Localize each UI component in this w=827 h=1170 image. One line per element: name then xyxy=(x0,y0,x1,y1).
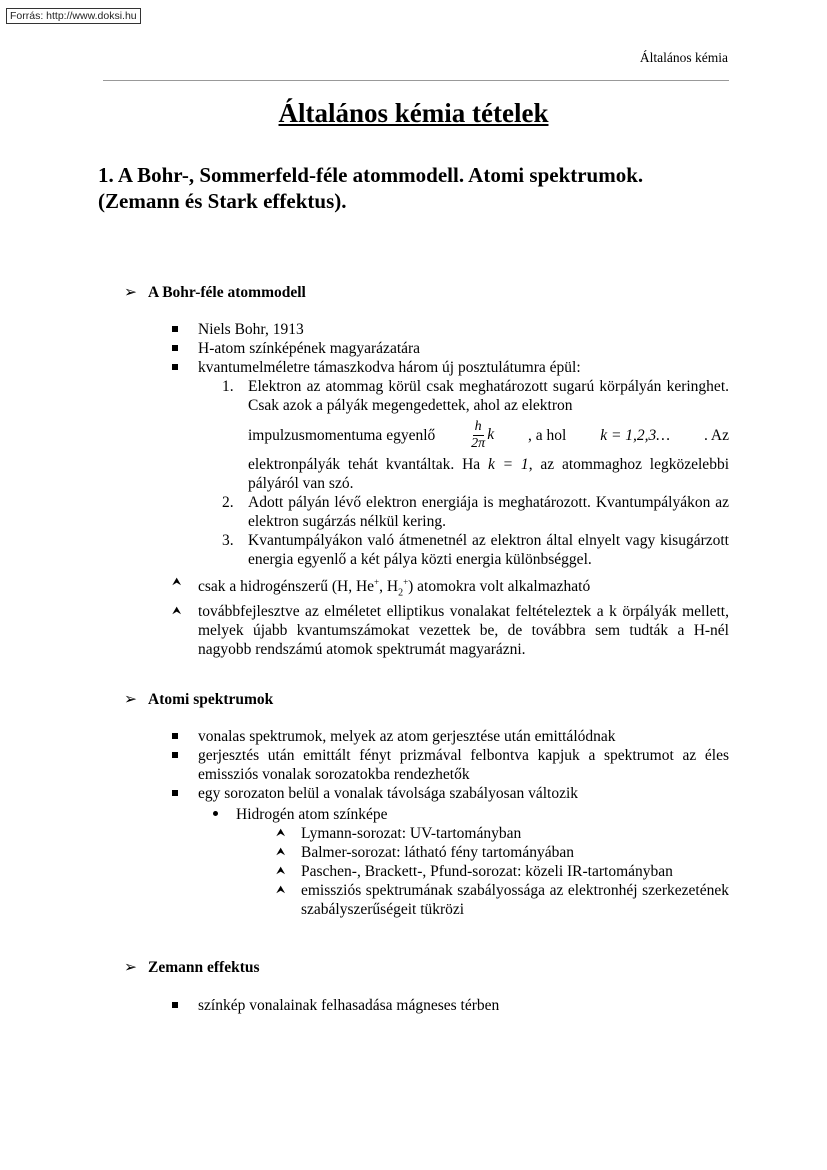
wedge-bullet-icon: ⮝ xyxy=(172,605,182,618)
postulate-text: Adott pályán lévő elektron energiája is meghatározott. Kvantumpályákon az elektron sugárzás nélkül kering. xyxy=(248,494,729,530)
hydrogen-item xyxy=(213,805,729,824)
postulate-line: Elektron az atommag körül csak meghatározott sugarú körpályán keringhet. Csak azok a pályák megengedettek, ahol az elektron xyxy=(248,378,729,414)
square-bullet-icon xyxy=(172,746,198,784)
source-label: Forrás: http://www.doksi.hu xyxy=(6,8,141,24)
bohr-extra-list xyxy=(172,573,729,659)
section-heading-label: Atomi spektrumok xyxy=(148,691,274,708)
document-title: Általános kémia tételek xyxy=(278,98,549,128)
formula-suffix: . Az xyxy=(703,426,729,444)
list-item-text: H-atom színképének magyarázatára xyxy=(198,340,421,357)
series-list xyxy=(276,824,729,919)
postulate-number: 2. xyxy=(222,494,234,511)
list-item xyxy=(172,573,729,602)
section-heading-spectra xyxy=(124,690,273,709)
square-bullet-icon xyxy=(172,784,198,803)
formula-k: k xyxy=(487,425,495,443)
postulate-item-1 xyxy=(222,377,729,493)
fraction xyxy=(471,419,485,452)
list-item xyxy=(276,862,729,881)
list-item-text xyxy=(198,573,729,602)
list-item-text: emissziós spektrumának szabályossága az elektronhéj szerkezetének szabályszerűségeit tükrözi xyxy=(301,882,729,918)
text-run: ) atomokra volt alkalmazható xyxy=(408,578,591,596)
text-run: csak a hidrogénszerű (H, He xyxy=(198,578,375,596)
round-bullet-icon xyxy=(213,805,236,824)
list-item-text: továbbfejlesztve az elméletet elliptikus vonalakat feltételeztek a k örpályák mellett, melyek újabb kvantumszámokat vezettek be, de továbbra sem tudták a H-nél nagyobb rendszámú atomok spektrumát magyarázni. xyxy=(198,603,729,659)
bohr-bullet-list xyxy=(172,320,732,377)
postulate-item-2 xyxy=(222,493,729,531)
text-run: elektronpályák tehát kvantáltak. Ha xyxy=(248,456,481,473)
superscript: + xyxy=(403,577,409,587)
list-item-text: Balmer-sorozat: látható fény tartományában xyxy=(301,844,574,861)
list-item-text: kvantumelméletre támaszkodva három új posztulátumra épül: xyxy=(198,359,581,376)
text-run: , H xyxy=(379,578,399,596)
section-heading-zemann xyxy=(124,958,260,977)
topic-heading: 1. A Bohr-, Sommerfeld-féle atommodell. Atomi spektrumok. (Zemann és Stark effektus). xyxy=(98,163,644,213)
arrow-bullet-icon: ➢ xyxy=(124,959,137,976)
postulate-text xyxy=(248,377,729,493)
header-rule xyxy=(103,80,729,81)
list-item-text: egy sorozaton belül a vonalak távolsága szabályosan változik xyxy=(198,785,579,802)
spectra-bullet-list xyxy=(172,727,729,803)
list-item-text: Lymann-sorozat: UV-tartományban xyxy=(301,825,522,842)
list-item-text: Niels Bohr, 1913 xyxy=(198,321,304,338)
square-bullet-icon xyxy=(172,320,198,339)
formula-mid: , a hol xyxy=(527,426,567,444)
wedge-bullet-icon: ⮝ xyxy=(276,846,286,858)
wedge-bullet-icon: ⮝ xyxy=(276,827,286,839)
list-item xyxy=(276,824,729,843)
postulate-list xyxy=(222,377,729,569)
formula-prefix: impulzusmomentuma egyenlő xyxy=(248,426,436,444)
list-item xyxy=(172,784,729,803)
fraction-denominator: 2π xyxy=(471,435,486,451)
fraction-numerator: h xyxy=(474,418,482,434)
list-item xyxy=(172,996,729,1015)
formula xyxy=(469,419,494,452)
list-item xyxy=(172,727,729,746)
postulate-text: Kvantumpályákon való átmenetnél az elektron által elnyelt vagy kisugárzott energia egyenlő a két pálya közti energia különbséggel. xyxy=(248,532,729,568)
postulate-item-3 xyxy=(222,531,729,569)
list-item-text: Paschen-, Brackett-, Pfund-sorozat: közeli IR-tartományban xyxy=(301,863,673,880)
list-item xyxy=(172,339,732,358)
running-head: Általános kémia xyxy=(639,50,728,65)
list-item-text: Hidrogén atom színképe xyxy=(236,806,388,823)
text-run-italic: k = 1 xyxy=(487,456,529,473)
text-run: , az atommaghoz legközelebbi pályáról van szó. xyxy=(248,456,729,492)
formula-line xyxy=(248,415,729,455)
square-bullet-icon xyxy=(172,339,198,358)
section-heading-bohr xyxy=(124,283,306,302)
superscript: + xyxy=(374,577,380,587)
square-bullet-icon xyxy=(172,727,198,746)
postulate-number: 3. xyxy=(222,532,234,549)
square-bullet-icon xyxy=(172,358,198,377)
list-item xyxy=(172,746,729,784)
postulate-line xyxy=(248,455,729,493)
list-item xyxy=(276,881,729,919)
zemann-bullet-list xyxy=(172,996,729,1015)
wedge-bullet-icon: ⮝ xyxy=(276,884,286,896)
list-item xyxy=(172,602,729,659)
list-item xyxy=(213,805,729,824)
wedge-bullet-icon: ⮝ xyxy=(172,576,182,588)
square-bullet-icon xyxy=(172,996,198,1015)
list-item xyxy=(276,843,729,862)
postulate-number: 1. xyxy=(222,378,234,395)
formula-k-values: k = 1,2,3… xyxy=(600,426,671,444)
list-item-text: színkép vonalainak felhasadása mágneses térben xyxy=(198,997,500,1014)
list-item xyxy=(172,358,732,377)
section-heading-label: Zemann effektus xyxy=(148,959,260,976)
list-item xyxy=(172,320,732,339)
list-item-text: vonalas spektrumok, melyek az atom gerjesztése után emittálódnak xyxy=(198,728,616,745)
section-heading-label: A Bohr-féle atommodell xyxy=(148,284,306,301)
wedge-bullet-icon: ⮝ xyxy=(276,865,286,877)
arrow-bullet-icon: ➢ xyxy=(124,284,137,301)
subscript: 2 xyxy=(398,587,404,599)
arrow-bullet-icon: ➢ xyxy=(124,691,137,708)
list-item-text: gerjesztés után emittált fényt prizmával felbontva kapjuk a spektrumot az éles emissziós vonalak sorozatokba rendezhetők xyxy=(198,747,729,783)
